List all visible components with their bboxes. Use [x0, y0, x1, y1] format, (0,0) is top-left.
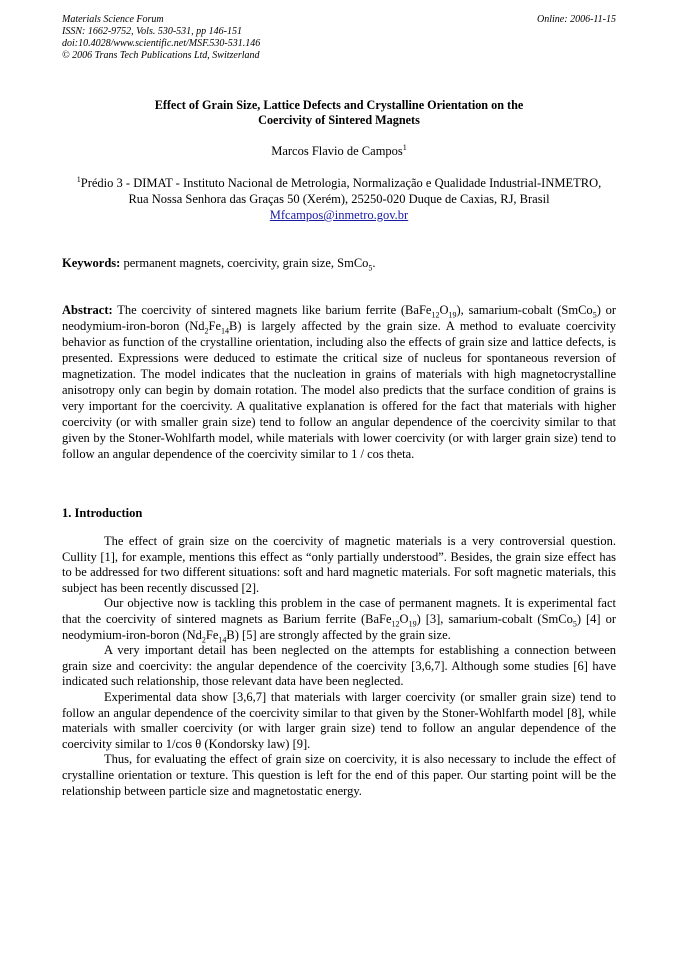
p2-sub-4: 2: [201, 635, 206, 645]
affiliation-sup: 1: [76, 174, 81, 184]
paragraph-1: The effect of grain size on the coercivity of magnetic materials is a very controversial question. Cullity [1], for example, mentions this effect as “only partially understood”. Besides, the grain size effect has to be addressed for two different situations: soft and hard magnetic materials. For soft magnetic materials, this subject has been recently discussed [2].: [62, 534, 616, 595]
p2-text-5: Fe: [205, 627, 219, 642]
p2-text-4: ) [4] or neodymium-iron-boron (Nd: [62, 611, 616, 642]
doi-line: doi:10.4028/www.scientific.net/MSF.530-531.146: [62, 38, 261, 49]
p2-text-1: Our objective now is tackling this problem in the case of permanent magnets. It is experimental fact that the coercivity of sintered magnets as Barium ferrite (BaFe: [62, 596, 616, 626]
affiliation: [62, 175, 616, 223]
paragraph-5: Thus, for evaluating the effect of grain size on coercivity, it is also necessary to include the effect of crystalline orientation or texture. This question is left for the end of this paper. Our starting point will be the relationship between particle size and magnetostatic energy.: [62, 752, 616, 798]
keywords-end: .: [372, 256, 376, 270]
p2-sub-1: 12: [391, 619, 400, 629]
keywords: [62, 256, 616, 271]
abstract-sub-3: 5: [592, 310, 597, 320]
abstract-text-4: ) or neodymium-iron-boron (Nd: [62, 303, 617, 333]
abstract-sub-2: 19: [448, 310, 457, 320]
paragraph-3: A very important detail has been neglected on the attempts for establishing a connection between grain size and coercivity: the angular dependence of the coercivity [3,6,7]. Although some studies [6] have indicated such relationship, those relevant data have been neglected.: [62, 643, 616, 689]
copyright-line: © 2006 Trans Tech Publications Ltd, Switzerland: [62, 50, 260, 61]
title-line-2: Coercivity of Sintered Magnets: [258, 113, 420, 127]
p2-sub-5: 14: [218, 635, 227, 645]
affiliation-line-1: Prédio 3 - DIMAT - Instituto Nacional de Metrologia, Normalização e Qualidade Industrial-INMETRO,: [80, 176, 602, 190]
author-sup: 1: [402, 142, 407, 152]
author: [62, 144, 616, 159]
abstract-text-3: ), samarium-cobalt (SmCo: [456, 303, 593, 317]
p2-text-3: ) [3], samarium-cobalt (SmCo: [416, 611, 573, 626]
p2-sub-3: 5: [572, 619, 577, 629]
p2-text-6: B) [5] are strongly affected by the grain size.: [226, 627, 451, 642]
paper-title: [62, 98, 616, 128]
keywords-label: Keywords:: [62, 256, 121, 270]
abstract-sub-5: 14: [221, 326, 230, 336]
abstract-text-2: O: [439, 303, 449, 317]
abstract-text-6: B) is largely affected by the grain size. A method to evaluate coercivity behavior as function of the crystalline orientation, including also the effects of grain size and lattice defects, is presented. Expressions were deduced to estimate the critical size of nucleus for spontaneous reversion of magnetization. The model indicates that the nucleation in grains of materials with high magnetocrystalline anisotropy only can begin by domain rotation. The model also predicts that the surface condition of grains is very important for the coercivity. A qualitative explanation is offered for the fact that materials with higher coercivity (or with smaller grain size) tend to follow an angular dependence of the coercivity similar to that given by the Stoner-Wohlfarth model, while materials with lower coercivity (or with larger grain size) tend to follow an angular dependence of the coercivity similar to 1 / cos theta.: [62, 319, 616, 461]
p2-sub-2: 19: [408, 619, 417, 629]
p2-text-2: O: [399, 611, 409, 626]
abstract-sub-1: 12: [431, 310, 440, 320]
abstract-label: Abstract:: [62, 303, 113, 317]
abstract-text-5: Fe: [208, 319, 222, 333]
abstract-text-1: The coercivity of sintered magnets like barium ferrite (BaFe: [117, 303, 432, 317]
introduction-body: [62, 534, 616, 799]
online-date: Online: 2006-11-15: [537, 14, 616, 25]
keywords-sub: 5: [368, 263, 373, 273]
paragraph-4: Experimental data show [3,6,7] that materials with larger coercivity (or smaller grain size) tend to follow an angular dependence of the coercivity similar to that given by the Stoner-Wohlfarth model [8], while materials with smaller coercivity (or with larger grain size) tend to follow an angular dependence of the coercivity similar to 1/cos θ (Kondorsky law) [9].: [62, 689, 616, 751]
affiliation-line-2: Rua Nossa Senhora das Graças 50 (Xerém), 25250-020 Duque de Caxias, RJ, Brasil: [128, 192, 550, 206]
issn-line: ISSN: 1662-9752, Vols. 530-531, pp 146-151: [62, 26, 242, 37]
page-header: [62, 14, 616, 62]
title-line-1: Effect of Grain Size, Lattice Defects and Crystalline Orientation on the: [154, 98, 524, 112]
author-email-link[interactable]: Mfcampos@inmetro.gov.br: [269, 208, 409, 222]
section-heading: 1. Introduction: [62, 506, 143, 520]
journal-name: Materials Science Forum: [62, 14, 164, 25]
paragraph-2: [62, 596, 616, 643]
author-name: Marcos Flavio de Campos: [271, 144, 403, 158]
abstract-sub-4: 2: [204, 326, 209, 336]
keywords-text: permanent magnets, coercivity, grain size, SmCo: [123, 256, 369, 270]
abstract: [62, 302, 616, 462]
